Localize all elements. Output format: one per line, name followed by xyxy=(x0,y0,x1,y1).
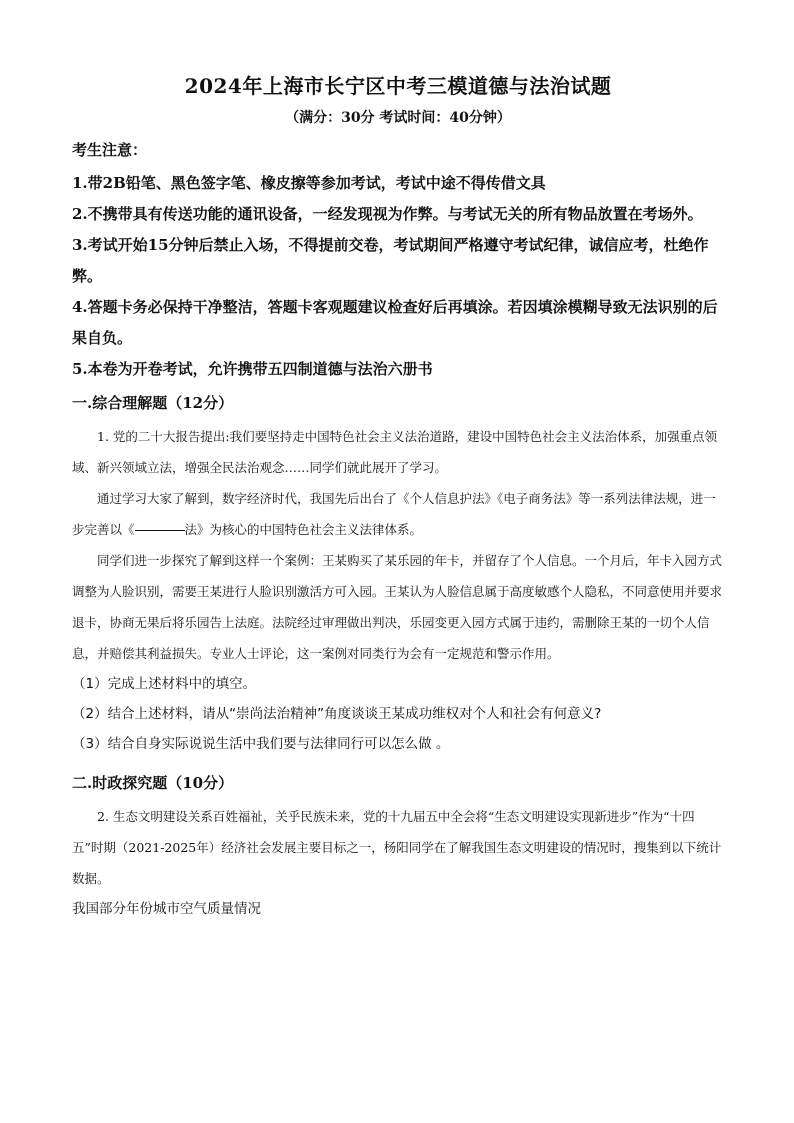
notice-item-3: 3.考试开始15分钟后禁止入场，不得提前交卷，考试期间严格遵守考试纪律，诚信应考，杜绝作弊。 xyxy=(72,236,709,285)
subquestion-1: （1）完成上述材料中的填空。 xyxy=(72,676,257,692)
subquestion-3: （3）结合自身实际说说生活中我们要与法律同行可以怎么做 。 xyxy=(72,736,450,752)
question1-material-p1: 1. 党的二十大报告提出:我们要坚持走中国特色社会主义法治道路，建设中国特色社会主义法治体系，加强重点领域、新兴领域立法，增强全民法治观念……同学们就此展开了学习。 xyxy=(72,429,718,475)
section-comprehensive xyxy=(72,391,724,759)
material-p2-after: 法》为核心的中国特色社会主义法律体系。 xyxy=(184,522,423,537)
subquestion-2: （2）结合上述材料，请从“崇尚法治精神”角度谈谈王某成功维权对个人和社会有何意义? xyxy=(72,706,602,722)
notice-item-5: 5.本卷为开卷考试，允许携带五四制道德与法治六册书 xyxy=(72,360,433,378)
section-current-affairs xyxy=(72,771,724,924)
notice-item-4: 4.答题卡务必保持干净整洁，答题卡客观题建议检查好后再填涂。若因填涂模糊导致无法识别的后果自负。 xyxy=(72,298,718,347)
notice-block xyxy=(72,139,724,385)
question2-material: 2. 生态文明建设关系百姓福祉，关乎民族未来，党的十九届五中全会将“生态文明建设实现新进步”作为“十四五”时期（2021-2025年）经济社会发展主要目标之一，杨阳同学在了解我国生态文明建设的情况时，搜集到以下统计数据。 xyxy=(72,809,722,886)
air-quality-caption: 我国部分年份城市空气质量情况 xyxy=(72,901,261,917)
question1-material-p2 xyxy=(72,483,724,545)
notice-item-1: 1.带2B铅笔、黑色签字笔、橡皮擦等参加考试，考试中途不得传借文具 xyxy=(72,174,546,192)
notice-item-2: 2.不携带具有传送功能的通讯设备，一经发现视为作弊。与考试无关的所有物品放置在考场外。 xyxy=(72,205,703,223)
exam-page xyxy=(72,60,724,924)
exam-title: 2024年上海市长宁区中考三模道德与法治试题 xyxy=(184,74,612,98)
material-p2-before: 通过学习大家了解到，数字经济时代，我国先后出台了《个人信息护法》《电子商务法》等一系列法律法规，进一步完善以《 xyxy=(72,491,716,537)
section2-heading: 二.时政探究题（10分） xyxy=(72,774,234,792)
notice-heading: 考生注意： xyxy=(72,141,148,159)
section1-heading: 一.综合理解题（12分） xyxy=(72,394,234,412)
question1-material-p3: 同学们进一步探究了解到这样一个案例：王某购买了某乐园的年卡，并留存了个人信息。一个月后，年卡入园方式调整为人脸识别，需要王某进行人脸识别激活方可入园。王某认为人脸信息属于高度敏感个人隐私，不同意使用并要求退卡，协商无果后将乐园告上法庭。法院经过审理做出判决，乐园变更入园方式属于违约，需删除王某的一切个人信息，并赔偿其利益损失。专业人士评论，这一案例对同类行为会有一定规范和警示作用。 xyxy=(72,553,723,661)
exam-subtitle: （满分：30分 考试时间：40分钟） xyxy=(285,110,511,126)
fill-in-blank[interactable] xyxy=(135,516,185,531)
